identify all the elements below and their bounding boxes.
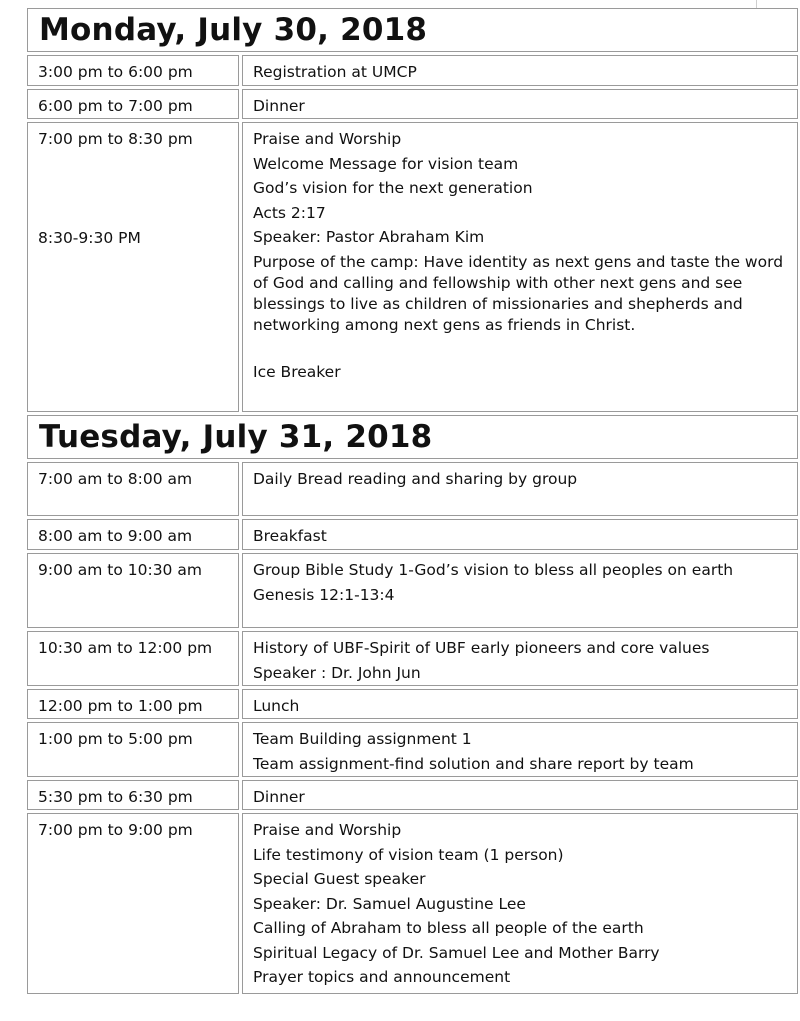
activity-line: God’s vision for the next generation [253, 179, 533, 197]
activity-line: Prayer topics and announcement [253, 968, 511, 986]
activity-cell [242, 122, 798, 412]
activity-cell [242, 689, 798, 719]
activity-cell [242, 519, 798, 550]
activity-line: Group Bible Study 1-God’s vision to bless all peoples on earth [253, 561, 734, 579]
activity-line: History of UBF-Spirit of UBF early pioneers and core values [253, 639, 710, 657]
schedule-row [27, 89, 798, 119]
activity-cell [242, 813, 798, 994]
schedule-row [27, 813, 798, 994]
activity-line: Dinner [253, 97, 305, 115]
schedule-row [27, 462, 798, 516]
time-cell: 12:00 pm to 1:00 pm [27, 689, 239, 719]
day-header-tuesday [27, 415, 798, 459]
activity-cell [242, 553, 798, 628]
activity-cell [242, 55, 798, 86]
schedule-row [27, 780, 798, 810]
activity-line: Breakfast [253, 527, 327, 545]
spacer [253, 336, 787, 360]
activity-line: Special Guest speaker [253, 870, 426, 888]
time-cell [27, 122, 239, 412]
activity-line: Speaker : Dr. John Jun [253, 663, 421, 682]
schedule-row [27, 631, 798, 686]
activity-paragraph: Purpose of the camp: Have identity as next gens and taste the word of God and calling and fellowship with other next gens and see blessings to live as children of missionaries and shepherds and networking among next gens as friends in Christ. [253, 252, 784, 334]
activity-line: Praise and Worship [253, 130, 402, 148]
time-cell: 8:00 am to 9:00 am [27, 519, 239, 550]
schedule-row [27, 689, 798, 719]
time-text-secondary: 8:30-9:30 PM [38, 229, 141, 247]
activity-cell [242, 722, 798, 777]
activity-line: Acts 2:17 [253, 203, 326, 222]
schedule-row [27, 722, 798, 777]
time-cell: 7:00 am to 8:00 am [27, 462, 239, 516]
activity-line: Team Building assignment 1 [253, 730, 472, 748]
schedule-document [27, 8, 798, 997]
time-cell: 6:00 pm to 7:00 pm [27, 89, 239, 119]
activity-line: Dinner [253, 788, 305, 806]
activity-line: Life testimony of vision team (1 person) [253, 845, 564, 864]
day-title: Monday, July 30, 2018 [39, 12, 428, 48]
activity-line: Speaker: Pastor Abraham Kim [253, 228, 485, 246]
page-corner-mark [756, 0, 757, 8]
time-cell: 1:00 pm to 5:00 pm [27, 722, 239, 777]
day-title: Tuesday, July 31, 2018 [39, 419, 433, 455]
activity-line: Team assignment-find solution and share report by team [253, 754, 694, 773]
time-cell: 5:30 pm to 6:30 pm [27, 780, 239, 810]
schedule-row [27, 519, 798, 550]
activity-line: Genesis 12:1-13:4 [253, 585, 395, 604]
activity-cell [242, 780, 798, 810]
activity-line: Calling of Abraham to bless all people of the earth [253, 919, 644, 937]
activity-cell [242, 631, 798, 686]
time-cell: 3:00 pm to 6:00 pm [27, 55, 239, 86]
time-cell: 9:00 am to 10:30 am [27, 553, 239, 628]
time-cell: 10:30 am to 12:00 pm [27, 631, 239, 686]
schedule-row [27, 55, 798, 86]
activity-line: Welcome Message for vision team [253, 154, 519, 173]
time-text: 7:00 pm to 8:30 pm [38, 130, 193, 148]
activity-line: Lunch [253, 697, 300, 715]
activity-line: Praise and Worship [253, 821, 402, 839]
activity-line: Speaker: Dr. Samuel Augustine Lee [253, 894, 526, 913]
time-cell: 7:00 pm to 9:00 pm [27, 813, 239, 994]
schedule-row [27, 122, 798, 412]
day-header-monday [27, 8, 798, 52]
activity-cell [242, 462, 798, 516]
activity-line: Daily Bread reading and sharing by group [253, 470, 578, 488]
activity-line: Registration at UMCP [253, 63, 417, 81]
schedule-row [27, 553, 798, 628]
activity-cell [242, 89, 798, 119]
activity-line: Ice Breaker [253, 362, 341, 381]
activity-line: Spiritual Legacy of Dr. Samuel Lee and Mother Barry [253, 943, 660, 962]
